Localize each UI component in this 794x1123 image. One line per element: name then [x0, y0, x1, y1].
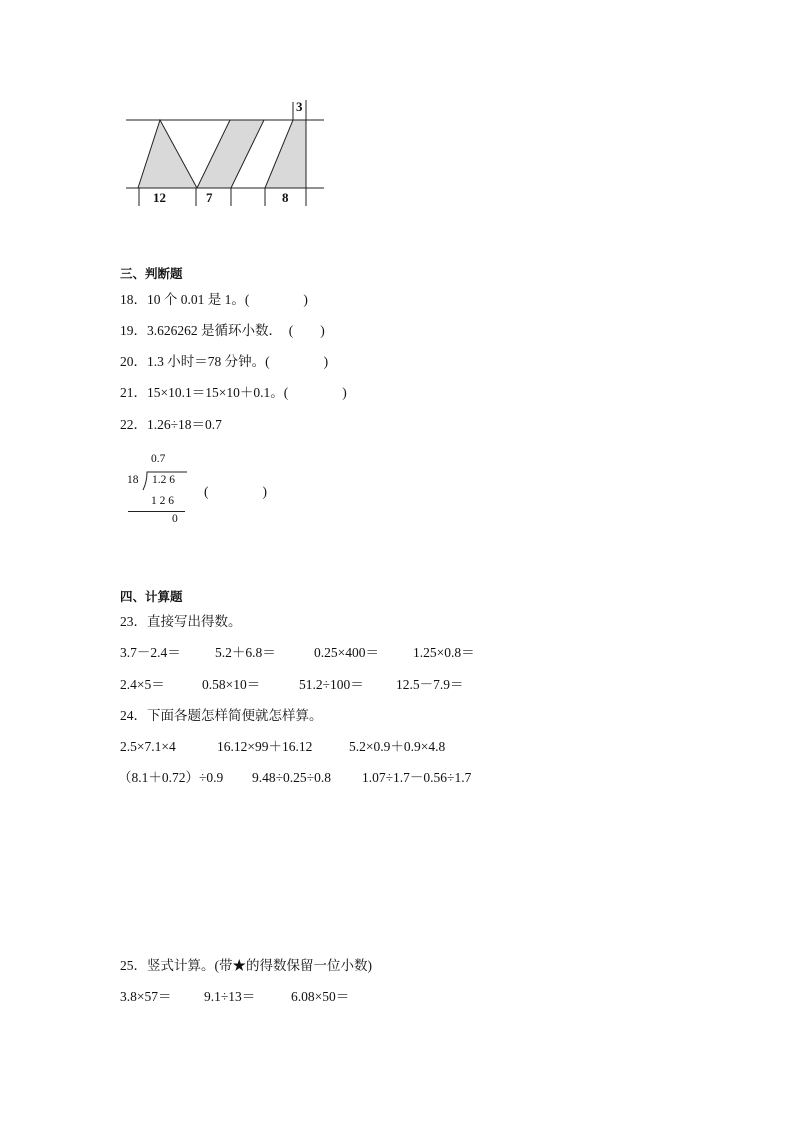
calc-item: 0.25×400＝	[314, 645, 379, 660]
division-remainder: 0	[172, 513, 178, 525]
calc-item: 2.5×7.1×4	[120, 739, 176, 754]
section-4-title: 四、计算题	[120, 589, 183, 604]
parallelogram-shape-1	[197, 120, 264, 188]
question-19: 19．3.626262 是循环小数． ( )	[120, 323, 325, 338]
division-dividend: 1.2 6	[152, 474, 175, 486]
calc-item: 9.1÷13＝	[204, 989, 256, 1004]
calc-item: 51.2÷100＝	[299, 677, 364, 692]
calc-item: 16.12×99＋16.12	[217, 739, 313, 754]
calc-item: 3.7－2.4＝	[120, 645, 181, 660]
calc-item: 0.58×10＝	[202, 677, 261, 692]
division-quotient: 0.7	[151, 453, 166, 465]
question-23-row-2	[120, 677, 464, 693]
figure-label-top: 3	[296, 99, 303, 114]
figure-label-bottom-1: 12	[153, 190, 166, 205]
section-3-title: 三、判断题	[120, 266, 183, 281]
question-24-row-2	[118, 770, 471, 786]
calc-item: 5.2×0.9＋0.9×4.8	[349, 739, 446, 754]
calc-item: 1.07÷1.7－0.56÷1.7	[362, 770, 472, 785]
division-product: 1 2 6	[151, 495, 174, 507]
triangle-shape	[138, 120, 197, 188]
calc-item: 1.25×0.8＝	[413, 645, 475, 660]
question-23-prompt: 23．直接写出得数。	[120, 614, 242, 629]
calc-item: 6.08×50＝	[291, 989, 350, 1004]
question-21: 21．15×10.1＝15×10＋0.1。( )	[120, 385, 347, 400]
division-divisor: 18	[127, 474, 139, 486]
question-23-row-1	[120, 645, 475, 661]
calc-item: 12.5－7.9＝	[396, 677, 464, 692]
parallelogram-shape-2	[265, 120, 306, 188]
question-25-row-1	[120, 989, 349, 1005]
calc-item: 2.4×5＝	[120, 677, 165, 692]
question-18: 18．10 个 0.01 是 1。( )	[120, 292, 308, 307]
question-24-row-1	[120, 739, 445, 755]
division-underline	[128, 511, 185, 512]
division-answer-bracket: ( )	[204, 484, 267, 499]
question-24-prompt: 24．下面各题怎样简便就怎样算。	[120, 708, 323, 723]
question-20: 20．1.3 小时＝78 分钟。( )	[120, 354, 329, 369]
question-22: 22．1.26÷18＝0.7	[120, 417, 222, 432]
calc-item: 3.8×57＝	[120, 989, 172, 1004]
figure-label-bottom-3: 8	[282, 190, 289, 205]
calc-item: （8.1＋0.72）÷0.9	[118, 770, 224, 785]
figure-label-bottom-2: 7	[206, 190, 213, 205]
calc-item: 5.2＋6.8＝	[215, 645, 276, 660]
calc-item: 9.48÷0.25÷0.8	[252, 770, 331, 785]
question-25-prompt: 25．竖式计算。(带★的得数保留一位小数)	[120, 958, 372, 973]
